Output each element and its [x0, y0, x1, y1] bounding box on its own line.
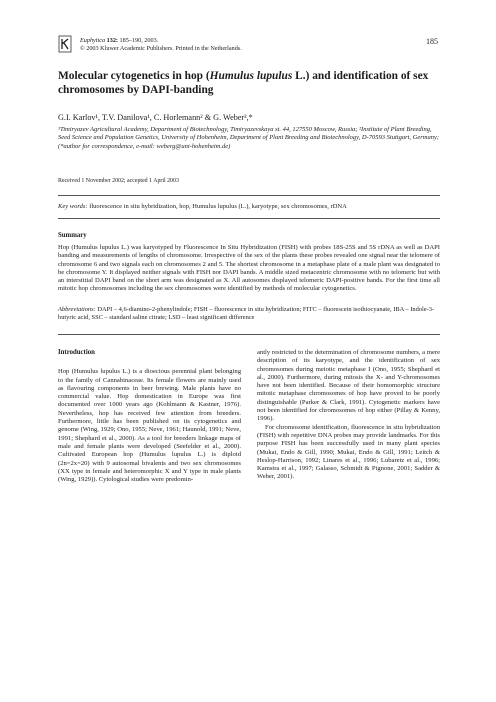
journal-name: Euphytica	[80, 37, 106, 44]
journal-issue: 132:	[106, 37, 118, 44]
copyright-line: © 2003 Kluwer Academic Publishers. Printed in the Netherlands.	[80, 45, 242, 52]
divider-body	[58, 334, 440, 335]
summary-heading: Summary	[58, 232, 87, 239]
abbreviations-label: Abbreviations:	[58, 306, 96, 313]
journal-pages: 185–190, 2003.	[119, 37, 159, 44]
title-text-2: L.) and identification of sex chromosomes by DAPI-banding	[58, 70, 429, 96]
summary-text: Hop (Humulus lupulus L.) was karyotyped by Fluorescence In Situ Hybridization (FISH) with probes 18S-25S and 5S rDNA as well as DAPI banding and measurements of lengths of chromosome. Irrespective of the sex of the plants these probes revealed one signal near the telomere of chromosome 6 and two signals each on chromosomes 2 and 5. The shortest chromosome in a metaphase plate of a male plant was designated to be chromosome Y. It displayed neither signals with FISH nor DAPI bands. A middle sized metacentric chromosome with no telomeric but with an interstitial DAPI band on the short arm was designated as X. All autosomes displayed telomeric DAPI-positive bands. For the first time all mitotic hop chromosomes including the sex chromosomes were identified by methods of molecular cytogenetics.	[58, 244, 440, 293]
journal-citation	[80, 37, 242, 53]
divider-keywords	[58, 218, 440, 219]
intro-paragraph-2: antly restricted to the determination of chromosome numbers, a mere description of its karyotype, and the identification of sex chromosomes during meiotic metaphase I (Ono, 1955; Shephard et al., 2000). Furthermore, during mitosis the X- and Y-chromosomes have not been identified. Because of their homomorphic structure mitotic metaphase chromosomes of hop have proved to be poorly distinguishable (Parker & Clark, 1991). Cytogenetic markers have not been identified for chromosomes of hop either (Pillay & Kenny, 1996).	[257, 349, 440, 423]
introduction-heading: Introduction	[58, 349, 95, 356]
publisher-logo-icon	[58, 35, 72, 53]
keywords	[58, 203, 440, 210]
abbreviations-text: DAPI – 4,6-diamino-2-phenylindole; FISH – fluorescence in situ hybridization; FITC – fluorescein isothiocyanate, IBA – Indole-3-butyric acid, SSC – standard saline citrate; LSD – least significant difference	[58, 306, 435, 322]
intro-left-column	[58, 349, 241, 484]
keywords-label: Key words:	[58, 203, 88, 210]
intro-paragraph-1: Hop (Humulus lupulus L.) is a dioecious perennial plant belonging to the family of Cannabinaceae. Its female flowers are mainly used as flavouring components in beer brewing. Male plants have no commercial value. Hop domestication in Europe was first documented over 1000 years ago (Kohlmann & Kastner, 1976). Nevertheless, hop has received few attention from breeders. Furthermore, little has been published on its cytogenetics and genome (Wing, 1929; Ono, 1955; Neve, 1961; Haunold, 1991; Neve, 1991; Shephard et al., 2000). As a tool for breeders linkage maps of male and female plants were developed (Seefelder et al., 2000). Cultivated European hop (Humulus lupulus L.) is diploid (2n=2x=20) with 9 autosomal bivalents and two sex chromosomes (XX type in female and heteromorphic X and Y type in male plants (Wing, 1929)). Cytological studies were predomin-	[58, 368, 241, 484]
keywords-text: fluorescence in situ hybridization, hop, Humulus lupulus (L.), karyotype, sex chromosomes, rDNA	[89, 203, 347, 210]
author-list: G.I. Karlov¹, T.V. Danilova¹, C. Horlemann² & G. Weber²,*	[58, 113, 253, 122]
article-title	[58, 69, 438, 97]
title-species: Humulus lupulus	[209, 70, 293, 82]
divider-top	[58, 195, 440, 196]
title-text-1: Molecular cytogenetics in hop (	[58, 70, 210, 82]
received-dates: Received 1 November 2002; accepted 1 April 2003	[58, 178, 179, 184]
page-number: 185	[426, 37, 438, 46]
affiliations: ¹Timiryazev Agricultural Academy, Department of Biotechnology, Timiryazevskaya st. 44, 127550 Moscow, Russia; ²Institute of Plant Breeding, Seed Science and Population Genetics, University of Hohenheim, Department of Plant Breeding and Biotechnology, D-70593 Stuttgart, Germany; (*author for correspondence, e-mail: weberg@uni-hohenheim.de)	[58, 126, 440, 150]
intro-paragraph-3: For chromosome identification, fluorescence in situ hybridization (FISH) with repetitive DNA probes may provide landmarks. For this purpose FISH has been successfully used in many plant species (Mukai, Endo & Gill, 1990; Mukai, Endo & Gill, 1991; Leitch & Heslop-Harrison, 1992; Linares et al., 1996; Lubaretz et al., 1996; Kamstra et al., 1997; Galasso, Schmidt & Pignone, 2001; Sadder & Weber, 2001).	[257, 423, 440, 481]
intro-right-column	[257, 349, 440, 482]
abbreviations	[58, 306, 440, 322]
